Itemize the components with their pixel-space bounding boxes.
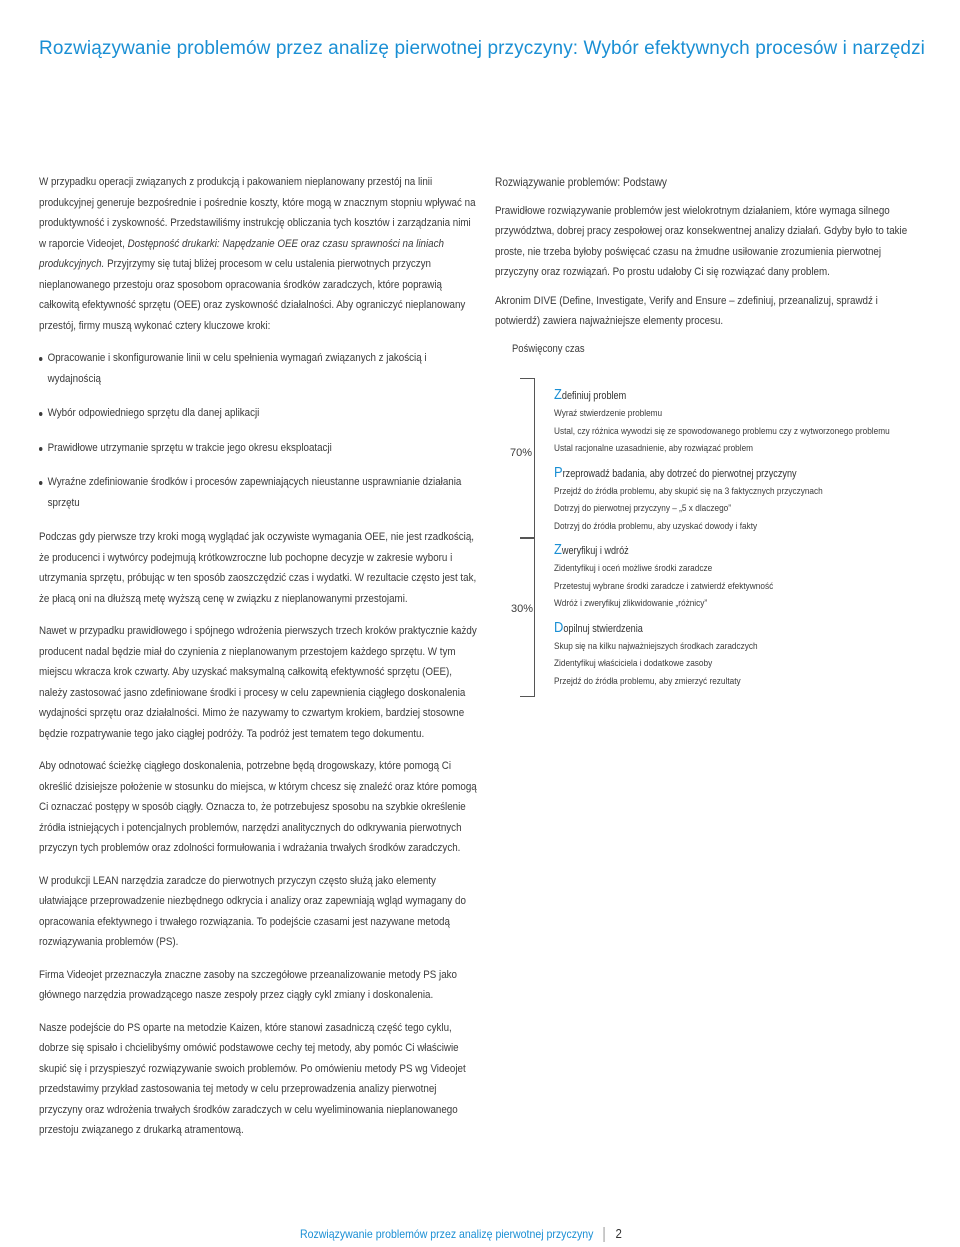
step-title: opilnuj stwierdzenia <box>563 622 643 635</box>
step-title: definiuj problem <box>561 390 627 402</box>
step-initial: Z <box>554 386 562 403</box>
step-item: Dotrzyj do pierwotnej przyczyny – „5 x dlaczego” <box>554 503 732 514</box>
page-number: 2 <box>615 1226 622 1241</box>
step-heading <box>554 386 924 405</box>
step-item: Ustal racjonalne uzasadnienie, aby rozwiązać problem <box>554 443 754 454</box>
dive-steps <box>554 386 890 696</box>
list-item: Prawidłowe utrzymanie sprzętu w trakcie jego okresu eksploatacji <box>39 438 479 459</box>
step-ensure <box>554 619 924 691</box>
main-column <box>39 172 477 1153</box>
paragraph: Aby odnotować ścieżkę ciągłego doskonalenia, potrzebne będą drogowskazy, które pomogą Ci określić dzisiejsze położenie w stosunku do miejsca, w którym chcesz się znaleźć oraz które pomogą Ci oznaczać postępy w sposób ciągły. Oznacza to, że potrzebujesz sposobu na szybkie określenie źródła istniejących i potencjalnych problemów, narzędzi analitycznych do odkrywania pierwotnych przyczyn tych problemów oraz zdolności formułowania i wdrażania trwałych środków zaradczych. <box>39 760 477 854</box>
list-item: Opracowanie i skonfigurowanie linii w celu spełnienia wymagań związanych z jakością i wydajnością <box>39 348 479 389</box>
step-item: Przejdź do źródła problemu, aby zmierzyć rezultaty <box>554 675 741 687</box>
step-item: Ustal, czy różnica wywodzi się ze spowodowanego problemu czy z wytworzonego problemu <box>554 425 890 437</box>
step-item: Wdróż i zweryfikuj zlikwidowanie „różnicy” <box>554 598 708 609</box>
step-item: Przejdź do źródła problemu, aby skupić się na 3 faktycznych przyczynach <box>554 485 823 497</box>
percent-top: 70% <box>510 447 533 459</box>
paragraph: Firma Videojet przeznaczyła znaczne zasoby na szczegółowe przeanalizowanie metody PS jako głównego narzędzia prowadzącego nasze zespoły przez ciągły cykl zmiany i doskonalenia. <box>39 968 458 1001</box>
page-title: Rozwiązywanie problemów przez analizę pierwotnej przyczyny: Wybór efektywnych procesów i narzędzi <box>39 38 925 59</box>
paragraph: W produkcji LEAN narzędzia zaradcze do pierwotnych przyczyn często służą jako elementy ułatwiające przeprowadzenie niezbędnego odkrycia i analizy oraz zapewniają wgląd wymagany do opracowania efektywnego i trwałego rozwiązania. To podejście czasami jest nazywane metodą rozwiązywania problemów (PS). <box>39 874 466 948</box>
step-heading <box>554 619 924 638</box>
step-item: Dotrzyj do źródła problemu, aby uzyskać dowody i fakty <box>554 520 758 532</box>
intro-text: W przypadku operacji związanych z produkcją i pakowaniem nieplanowany przestój na linii produkcyjnej generuje bezpośrednie i pośrednie koszty, które mogą w znacznym stopniu wpływać na produktywność i zyskowność. Przedstawiliśmy instrukcję obliczania tych kosztów i zarządzania nimi w raporcie Videojet, <box>39 176 476 250</box>
list-item: Wybór odpowiedniego sprzętu dla danej aplikacji <box>39 403 479 424</box>
step-item: Przetestuj wybrane środki zaradcze i zatwierdź efektywność <box>554 580 774 592</box>
section-heading: Rozwiązywanie problemów: Podstawy <box>495 175 667 189</box>
step-investigate <box>554 464 924 536</box>
step-initial: P <box>554 463 563 481</box>
step-item: Skup się na kilku najważniejszych środkach zaradczych <box>554 640 758 652</box>
sidebar-column <box>495 172 908 340</box>
intro-text-cont: Przyjrzymy się tutaj bliżej procesom w celu ustalenia pierwotnych przyczyn nieplanowanego przestoju oraz sposobom opracowania środków zaradczych, które poprawią całkowitą efektywność sprzętu (OEE) oraz zyskowność działalności. Aby ograniczyć nieplanowany przestój, firmy muszą wykonać cztery kluczowe kroki: <box>39 258 466 332</box>
footer-divider <box>604 1227 605 1242</box>
step-title: weryfikuj i wdróż <box>561 545 629 557</box>
percent-bottom: 30% <box>511 603 534 615</box>
bracket-bottom <box>520 538 535 697</box>
paragraph: Podczas gdy pierwsze trzy kroki mogą wyglądać jak oczywiste wymagania OEE, nie jest rzadkością, że producenci i wytwórcy podejmują krótkowzroczne lub pochopne decyzje w zakresie wyboru i utrzymania sprzętu, próbując w ten sposób zaoszczędzić czas i wydatki. W rezultacie często jest tak, że płacą oni na dłuższą metę wyższą cenę w związku z nieplanowanymi przestojami. <box>39 531 477 605</box>
step-item: Wyraź stwierdzenie problemu <box>554 408 663 419</box>
step-item: Zidentyfikuj właściciela i dodatkowe zasoby <box>554 658 713 669</box>
paragraph: Prawidłowe rozwiązywanie problemów jest wielokrotnym działaniem, które wymaga silnego przywództwa, dobrej pracy zespołowej oraz konsekwentnej analizy działań. Gdyby było to takie proste, nie trzeba byłoby poświęcać czasu na żmudne usiłowanie zrozumienia pierwotnej przyczyny oraz rozwiązań. Po prostu udałoby Ci się rozwiązać dany problem. <box>495 204 908 278</box>
step-heading <box>554 464 924 483</box>
step-define <box>554 386 924 458</box>
page-footer <box>300 1226 622 1242</box>
key-steps-list <box>39 348 479 513</box>
paragraph: Nawet w przypadku prawidłowego i spójnego wdrożenia pierwszych trzech kroków praktycznie każdy producent nadal będzie miał do czynienia z nieplanowanym przestojem każdego sprzętu. W tym miejscu wkracza krok czwarty. Aby uzyskać maksymalną całkowitą efektywność sprzętu (OEE), należy zastosować jasno zdefiniowane środki i procesy w celu zapewnienia ciągłego doskonalenia wydajności sprzętu oraz działalności. Mimo że nazywamy to czwartym krokiem, bardziej stosowne będzie rozpatrywanie tego jako ciągłej podróży. Ta podróż jest tematem tego dokumentu. <box>39 625 477 740</box>
time-spent-label: Poświęcony czas <box>512 343 585 355</box>
step-title: rzeprowadź badania, aby dotrzeć do pierwotnej przyczyny <box>562 467 797 480</box>
step-heading <box>554 541 924 560</box>
step-initial: D <box>554 618 564 636</box>
list-item: Wyraźne zdefiniowanie środków i procesów zapewniających nieustanne usprawnianie działania sprzętu <box>39 472 479 513</box>
paragraph: Nasze podejście do PS oparte na metodzie Kaizen, które stanowi zasadniczą część tego cyklu, dobrze się spisało i chcielibyśmy omówić podstawowe cechy tej metody, aby pomóc Ci właściwie skupić się i przyspieszyć rozwiązywanie swoich problemów. Po omówieniu metody PS wg Videojet przedstawimy przykład zastosowania tej metody w celu przeprowadzenia analizy pierwotnej przyczyny oraz wdrożenia trwałych środków zaradczych w celu wyeliminowania nieplanowanego przestoju związanego z drukarką atramentową. <box>39 1021 466 1136</box>
step-item: Zidentyfikuj i oceń możliwe środki zaradcze <box>554 563 713 574</box>
report-title: Dostępność drukarki: Napędzanie OEE oraz czasu sprawności na liniach produkcyjnych. <box>39 237 444 270</box>
footer-title: Rozwiązywanie problemów przez analizę pierwotnej przyczyny <box>300 1227 594 1241</box>
paragraph: Akronim DIVE (Define, Investigate, Verify and Ensure – zdefiniuj, przeanalizuj, sprawdź i potwierdź) zawiera najważniejsze elementy procesu. <box>495 294 878 327</box>
step-verify <box>554 541 924 613</box>
intro-paragraph <box>39 172 479 336</box>
step-initial: Z <box>554 541 562 558</box>
